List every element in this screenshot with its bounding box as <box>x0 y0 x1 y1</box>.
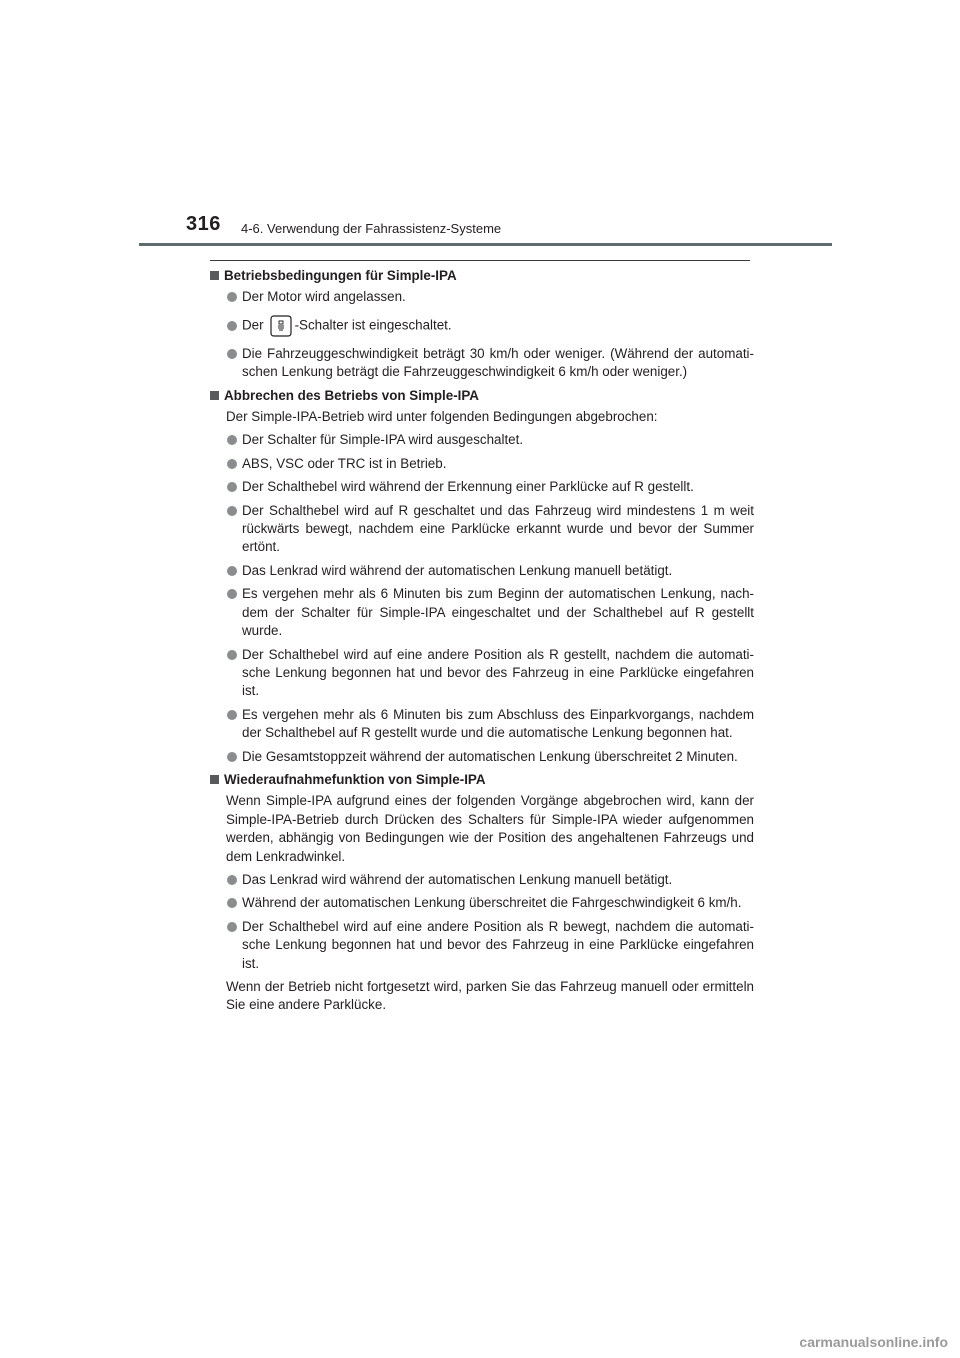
round-bullet-icon <box>227 898 237 908</box>
round-bullet-icon <box>227 566 237 576</box>
section-heading <box>210 771 754 789</box>
list-item-text: ABS, VSC oder TRC ist in Betrieb. <box>242 455 447 471</box>
section-heading-text: Betriebsbedingungen für Simple-IPA <box>224 268 457 283</box>
list-item-text: Die Fahrzeuggeschwindigkeit beträgt 30 km/h oder weniger. (Während der automatischen Lenkung beträgt die Fahrzeuggeschwindigkeit 6 km/h oder weniger.) <box>242 345 754 380</box>
list-item-text: Die Gesamtstoppzeit während der automatischen Lenkung überschreitet 2 Minuten. <box>242 748 738 764</box>
page-number: 316 <box>186 213 221 235</box>
list-item-text: Es vergehen mehr als 6 Minuten bis zum Abschluss des Einparkvorgangs, nachdem der Schalthebel auf R gestellt wurde und die automatische Lenkung begonnen hat. <box>242 706 754 741</box>
list-item <box>210 918 754 973</box>
round-bullet-icon <box>227 589 237 599</box>
list-item-text-after: -Schalter ist eingeschaltet. <box>294 317 452 333</box>
list-item-text: Der Schalthebel wird auf eine andere Position als R gestellt, nachdem die automatische Lenkung begonnen hat und bevor des Fahrzeug in eine Parklücke eingefahren ist. <box>242 646 754 699</box>
section-intro: Wenn Simple-IPA aufgrund eines der folgenden Vorgänge abgebrochen wird, kann der Simple-IPA-Betrieb durch Drücken des Schalters für Simple-IPA wieder aufgenommen werden, abhängig von Bedingungen wie der Position des angehaltenen Fahrzeugs und dem Lenkradwinkel. <box>226 793 754 864</box>
section-heading <box>210 267 754 285</box>
page-header <box>0 0 960 250</box>
section-intro: Der Simple-IPA-Betrieb wird unter folgenden Bedingungen abgebrochen: <box>226 409 658 425</box>
list-item <box>210 315 754 337</box>
list-item <box>210 478 754 496</box>
list-item-text: Es vergehen mehr als 6 Minuten bis zum Beginn der automatischen Lenkung, nachdem der Schalter für Simple-IPA eingeschaltet und der Schalthebel auf R gestellt wurde. <box>242 586 754 639</box>
ipa-switch-icon <box>270 315 292 337</box>
list-item <box>210 748 754 766</box>
square-bullet-icon <box>210 775 219 784</box>
list-item <box>210 562 754 580</box>
content-divider <box>210 260 750 261</box>
list-item <box>210 646 754 701</box>
section-outro: Wenn der Betrieb nicht fortgesetzt wird, parken Sie das Fahrzeug manuell oder ermitteln Sie eine andere Parklücke. <box>226 979 754 1013</box>
list-item <box>210 431 754 449</box>
list-item <box>210 585 754 640</box>
list-item-text <box>242 315 754 337</box>
list-item-text: Der Schalthebel wird auf eine andere Position als R bewegt, nachdem die automatische Lenkung begonnen hat und bevor des Fahrzeug in eine Parklücke eingefahren ist. <box>242 918 754 971</box>
square-bullet-icon <box>210 391 219 400</box>
round-bullet-icon <box>227 482 237 492</box>
round-bullet-icon <box>227 321 237 331</box>
round-bullet-icon <box>227 349 237 359</box>
section-heading-text: Wiederaufnahmefunktion von Simple-IPA <box>224 771 486 787</box>
list-item <box>210 345 754 382</box>
list-item-text: Der Schalthebel wird auf R geschaltet und das Fahrzeug wird mindestens 1 m weit rückwärts bewegt, nachdem eine Parklücke erkannt wurde und bevor der Summer ertönt. <box>242 502 754 555</box>
list-item-text: Das Lenkrad wird während der automatischen Lenkung manuell betätigt. <box>242 871 673 887</box>
round-bullet-icon <box>227 650 237 660</box>
section-heading-text: Abbrechen des Betriebs von Simple-IPA <box>224 387 479 403</box>
list-item-text: Der Motor wird angelassen. <box>242 289 406 305</box>
watermark: carmanualsonline.info <box>799 1334 948 1350</box>
list-item-text: Während der automatischen Lenkung überschreitet die Fahrgeschwindigkeit 6 km/h. <box>242 895 742 911</box>
list-item <box>210 288 754 306</box>
document-body <box>210 267 754 1020</box>
list-item <box>210 871 754 889</box>
list-item <box>210 455 754 473</box>
round-bullet-icon <box>227 292 237 302</box>
round-bullet-icon <box>227 506 237 516</box>
round-bullet-icon <box>227 459 237 469</box>
chapter-title: 4-6. Verwendung der Fahrassistenz-Systeme <box>241 221 502 236</box>
round-bullet-icon <box>227 752 237 762</box>
list-item-text: Der Schalter für Simple-IPA wird ausgeschaltet. <box>242 432 524 448</box>
section-heading <box>210 387 754 405</box>
list-item-text-before: Der <box>242 317 264 333</box>
list-item <box>210 502 754 557</box>
round-bullet-icon <box>227 922 237 932</box>
header-divider <box>139 243 832 246</box>
round-bullet-icon <box>227 875 237 885</box>
list-item <box>210 706 754 743</box>
list-item-text: Der Schalthebel wird während der Erkennung einer Parklücke auf R gestellt. <box>242 479 694 495</box>
round-bullet-icon <box>227 710 237 720</box>
list-item-text: Das Lenkrad wird während der automatischen Lenkung manuell betätigt. <box>242 562 673 578</box>
round-bullet-icon <box>227 435 237 445</box>
square-bullet-icon <box>210 271 219 280</box>
list-item <box>210 894 754 912</box>
